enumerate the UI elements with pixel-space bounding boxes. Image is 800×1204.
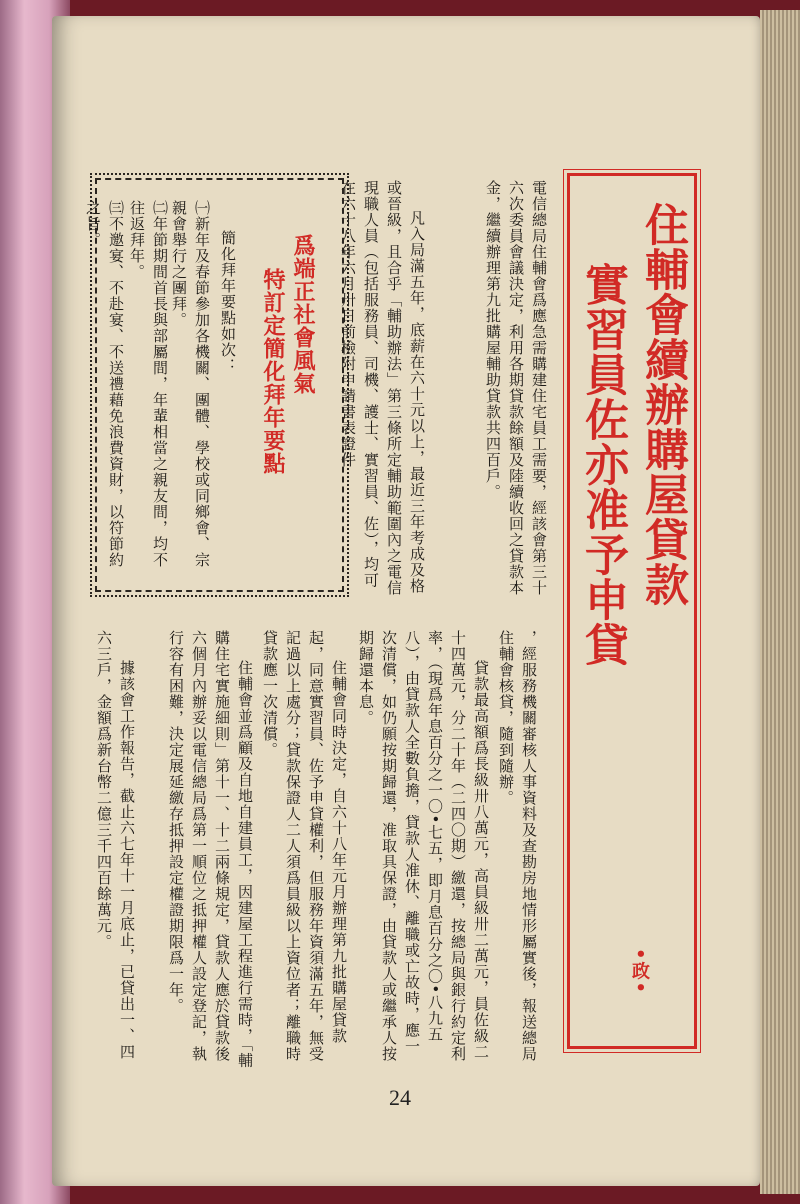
section-tag: •政• xyxy=(629,948,650,996)
body-paragraph-7: 據該會工作報告，截止六七年十一月底止，已貸出一、四六三戶，金額爲新台幣二億三千四百餘萬元。 xyxy=(95,630,136,1060)
page-number: 24 xyxy=(389,1085,411,1110)
body-paragraph-4: 貸款最高額爲長級卅八萬元，高員級卅二萬元，員佐級二十四萬元，分二十年（二四〇期）繳還，按總局與銀行約定利率，（現爲年息百分之一〇•七五，即月息百分之〇•八九五八），由貸款人全數負擔，貸款人准休、離職或亡故時，應一次清償，如仍願按期歸還，准取具保證，由貸款人或繼承人按期歸還本息。 xyxy=(357,630,490,1062)
notice-box xyxy=(84,178,344,592)
body-paragraph-2: 凡入局滿五年，底薪在六十元以上，最近三年考成及格或晉級，且合乎「輔助辦法」第三條所定輔助範圍內之電信現職人員（包括服務員、司機、護士、實習員、佐），均可在六十八年六月卅日前檢附申請書表證件 xyxy=(339,180,426,596)
notice-heading-line-2: 特訂定簡化拜年要點 xyxy=(260,268,285,475)
body-paragraph-1: 電信總局住輔會爲應急需購建住宅員工需要，經該會第三十六次委員會議決定，利用各期貸款餘額及陸續收回之貸款本金，繼續辦理第九批購屋輔助貸款共四百戶。 xyxy=(484,180,548,596)
page-edges xyxy=(760,10,800,1194)
article-title-line-1: 住輔會續辦購屋貸款 xyxy=(637,202,688,607)
body-paragraph-3: ，經服務機關審核人事資料及查勘房地情形屬實後，報送總局住輔會核貸，隨到隨辦。 xyxy=(497,630,538,1062)
article-title-line-2: 實習員佐亦准予申貸 xyxy=(577,262,628,667)
notice-item-3: ㈢不邀宴、不赴宴、不送禮藉免浪費資財，以符節約之旨。 xyxy=(84,200,125,568)
body-paragraph-6: 住輔會並爲顧及自地自建員工，因建屋工程進行需時，「輔購住宅實施細則」第十一、十二兩條規定，貸款人應於貸款後六個月內辦妥以電信總局爲第一順位之抵押權人設定登記，執行容有困難，決定展延繳存抵押設定權證期限爲一年。 xyxy=(167,630,254,1069)
notice-intro: 簡化拜年要點如次： xyxy=(219,230,237,374)
notice-heading-line-1: 爲端正社會風氣 xyxy=(290,234,315,395)
notice-item-1: ㈠新年及春節參加各機關、團體、學校或同鄉會、宗親會舉行之團拜。 xyxy=(170,200,211,568)
notice-item-2: ㈡年節期間首長與部屬間，年輩相當之親友間，均不往返拜年。 xyxy=(128,200,169,568)
body-paragraph-5: 住輔會同時決定，自六十八年元月辦理第九批購屋貸款起，同意實習員、佐予申貸權利，但服務年資須滿五年，無受記過以上處分；貸款保證人二人須爲員級以上資位者；離職時貸款應一次清償。 xyxy=(261,630,348,1062)
article-title-box xyxy=(567,173,697,1049)
